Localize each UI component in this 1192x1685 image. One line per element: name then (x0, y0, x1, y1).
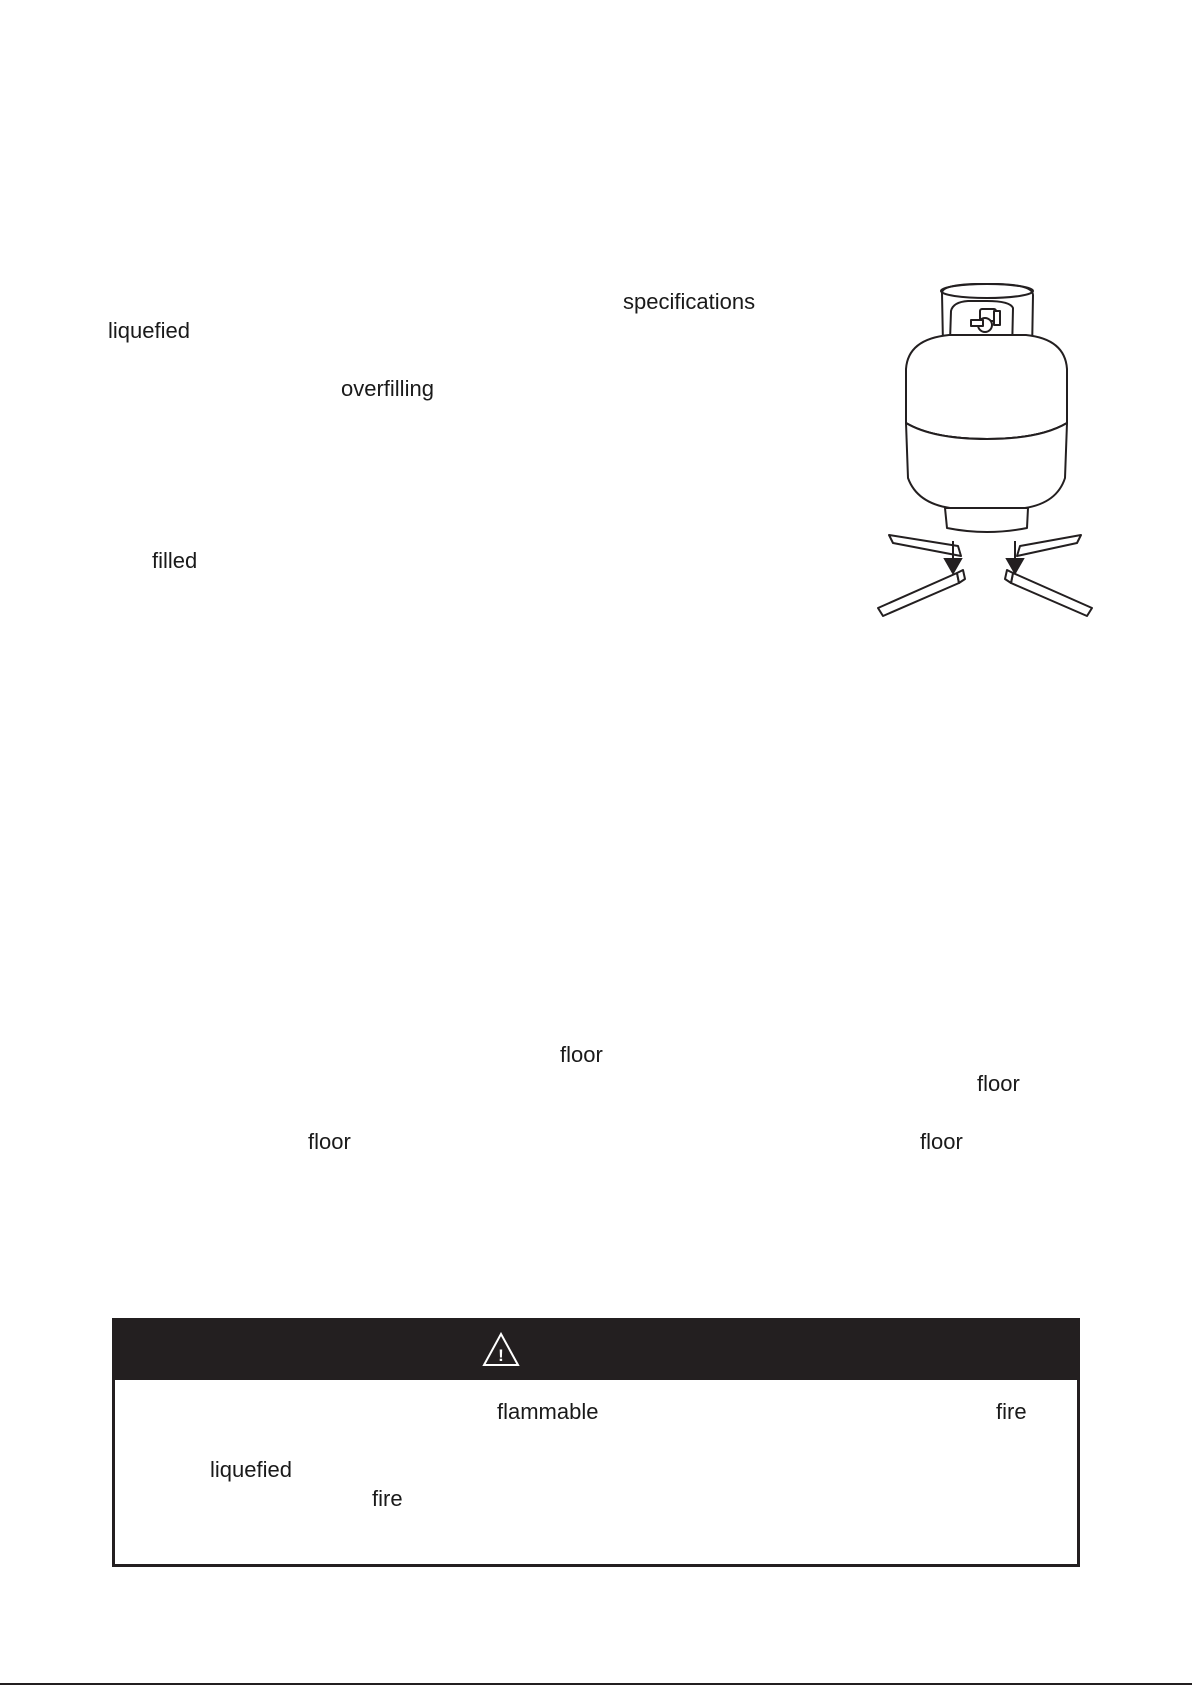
warning-header (115, 1321, 1077, 1380)
warning-word-flammable: flammable (497, 1399, 599, 1424)
word-floor-1: floor (560, 1042, 603, 1067)
warning-word-fire-2: fire (372, 1486, 403, 1511)
warning-word-fire-1: fire (996, 1399, 1027, 1424)
propane-cylinder-icon (875, 283, 1095, 623)
word-floor-4: floor (920, 1129, 963, 1154)
word-floor-2: floor (977, 1071, 1020, 1096)
word-liquefied: liquefied (108, 318, 190, 343)
warning-box (112, 1318, 1080, 1567)
warning-triangle-icon (482, 1332, 520, 1367)
word-overfilling: overfilling (341, 376, 434, 401)
warning-icon-symbol: ! (498, 1346, 504, 1365)
word-specifications: specifications (623, 289, 756, 314)
word-filled: filled (152, 548, 198, 573)
word-floor-3: floor (308, 1129, 351, 1154)
warning-word-liquefied: liquefied (210, 1457, 292, 1482)
